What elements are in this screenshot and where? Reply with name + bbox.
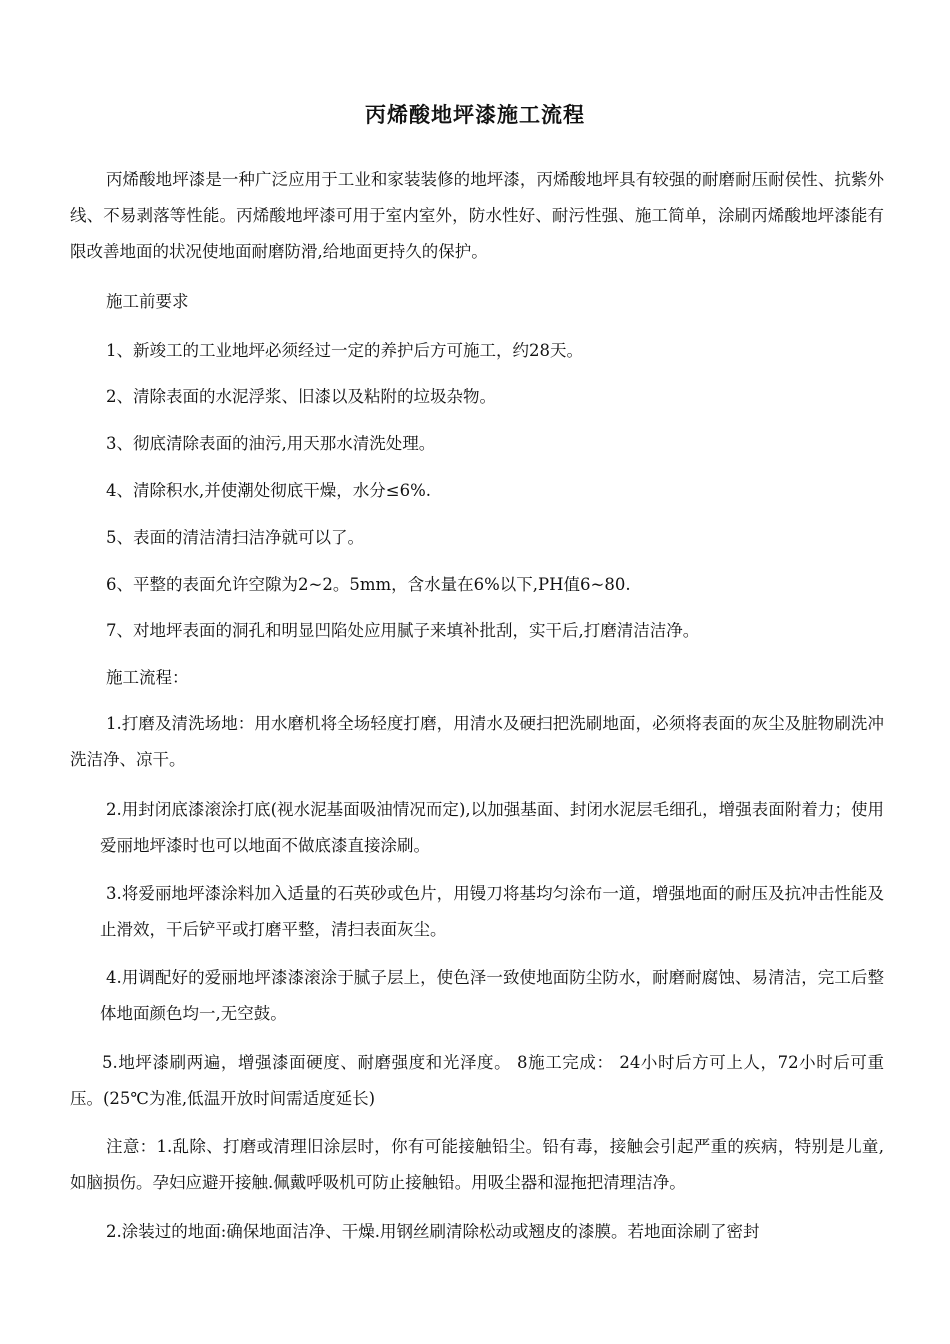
process-step: 4.用调配好的爱丽地坪漆漆滚涂于腻子层上，使色泽一致使地面防尘防水，耐磨耐腐蚀、易清洁，完工后整体地面颜色均一,无空鼓。 (100, 968, 884, 1023)
process-heading: 施工流程： (106, 668, 189, 687)
process-step: 5.地坪漆刷两遍，增强漆面硬度、耐磨强度和光泽度。 8施工完成： 24小时后方可上人，72小时后可重压。(25℃为准,低温开放时间需适度延长) (70, 1053, 884, 1108)
pre-requirement-item: 2、清除表面的水泥浮浆、旧漆以及粘附的垃圾杂物。 (106, 387, 496, 406)
pre-requirement-item: 5、表面的清洁清扫洁净就可以了。 (106, 528, 364, 547)
pre-requirements-heading: 施工前要求 (106, 292, 189, 311)
pre-requirement-item: 4、清除积水,并使潮处彻底干燥，水分≤6%. (106, 481, 431, 500)
document-title: 丙烯酸地坪漆施工流程 (365, 102, 585, 127)
intro-paragraph: 丙烯酸地坪漆是一种广泛应用于工业和家装装修的地坪漆，丙烯酸地坪具有较强的耐磨耐压耐侯性、抗紫外线、不易剥落等性能。丙烯酸地坪漆可用于室内室外，防水性好、耐污性强、施工简单，涂刷丙烯酸地坪漆能有限改善地面的状况使地面耐磨防滑,给地面更持久的保护。 (70, 170, 884, 261)
process-step: 2.用封闭底漆滚涂打底(视水泥基面吸油情况而定),以加强基面、封闭水泥层毛细孔，增强表面附着力；使用爱丽地坪漆时也可以地面不做底漆直接涂刷。 (100, 800, 884, 855)
pre-requirement-item: 7、对地坪表面的洞孔和明显凹陷处应用腻子来填补批刮，实干后,打磨清洁洁净。 (106, 621, 700, 640)
pre-requirement-item: 6、平整的表面允许空隙为2~2。5mm，含水量在6%以下,PH值6~80. (106, 575, 631, 594)
process-step: 3.将爱丽地坪漆涂料加入适量的石英砂或色片，用镘刀将基均匀涂布一道，增强地面的耐压及抗冲击性能及止滑效，干后铲平或打磨平整，清扫表面灰尘。 (100, 884, 884, 939)
note-paragraph: 注意：1.乱除、打磨或清理旧涂层时，你有可能接触铅尘。铅有毒，接触会引起严重的疾病，特别是儿童,如脑损伤。孕妇应避开接触.佩戴呼吸机可防止接触铅。用吸尘器和湿拖把清理洁净。 (70, 1137, 884, 1192)
pre-requirement-item: 1、新竣工的工业地坪必须经过一定的养护后方可施工，约28天。 (106, 341, 583, 360)
note-paragraph: 2.涂装过的地面:确保地面洁净、干燥.用钢丝刷清除松动或翘皮的漆膜。若地面涂刷了密封 (106, 1222, 760, 1241)
pre-requirement-item: 3、彻底清除表面的油污,用天那水清洗处理。 (106, 434, 436, 453)
process-step: 1.打磨及清洗场地：用水磨机将全场轻度打磨，用清水及硬扫把洗刷地面，必须将表面的灰尘及脏物刷洗冲洗洁净、凉干。 (70, 714, 884, 769)
